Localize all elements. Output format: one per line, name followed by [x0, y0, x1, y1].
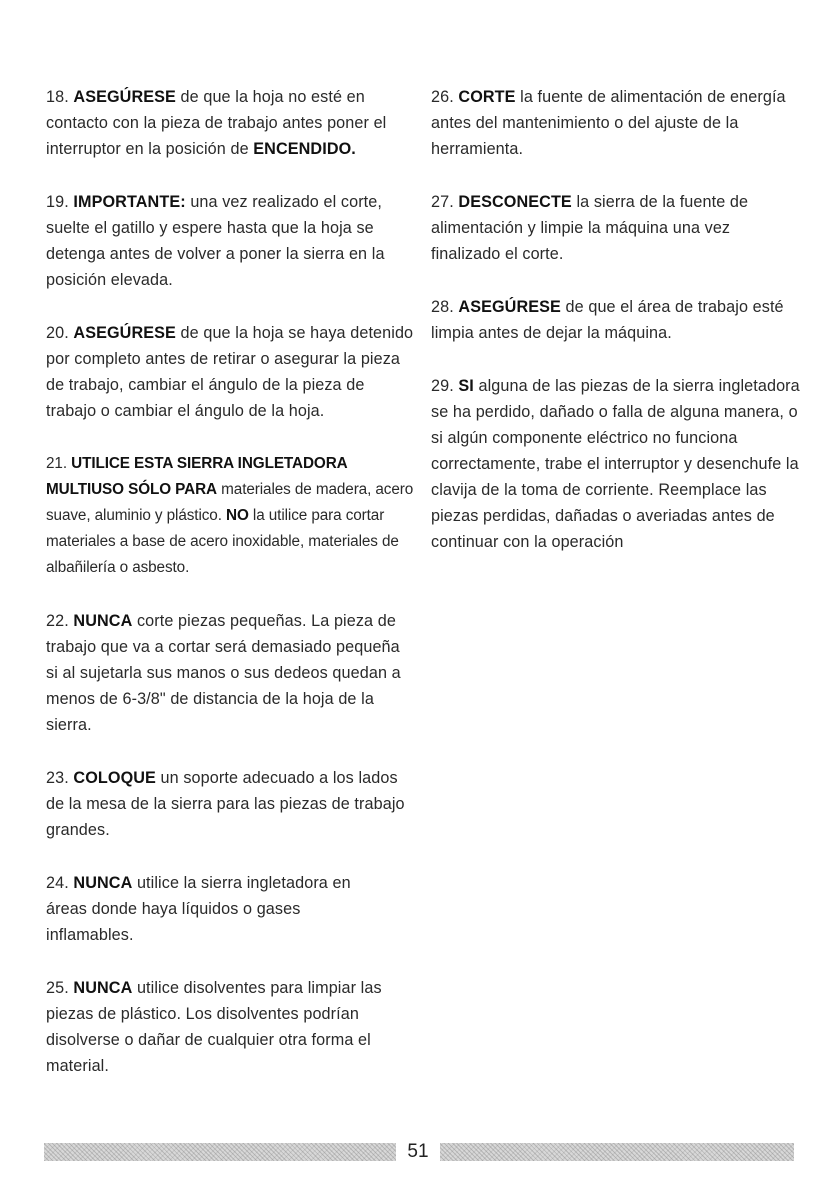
item-keyword: IMPORTANTE:: [73, 193, 186, 211]
item-number: 20.: [46, 324, 74, 342]
instruction-21: [46, 451, 414, 581]
instruction-25: [46, 975, 414, 1079]
item-keyword: CORTE: [458, 88, 516, 106]
item-keyword: ASEGÚRESE: [73, 324, 176, 342]
item-number: 22.: [46, 612, 74, 630]
item-keyword-2: NO: [226, 507, 249, 524]
instruction-26: [431, 84, 803, 162]
item-text-2: la utilice para cortar materiales a base de acero inoxidable, materiales de albañilería o asbesto.: [46, 507, 399, 576]
instruction-20: [46, 320, 414, 424]
item-number: 25.: [46, 979, 74, 997]
item-text: utilice disolventes para limpiar las piezas de plástico. Los disolventes podrían disolverse o dañar de cualquier otra forma el material.: [46, 979, 382, 1075]
item-number: 23.: [46, 769, 74, 787]
item-number: 26.: [431, 88, 459, 106]
item-keyword: COLOQUE: [73, 769, 156, 787]
item-number: 27.: [431, 193, 459, 211]
item-text: corte piezas pequeñas. La pieza de trabajo que va a cortar será demasiado pequeña si al sujetarla sus manos o sus dedeos quedan a menos de 6-3/8" de distancia de la hoja de la sierra.: [46, 612, 401, 734]
instruction-24: [46, 870, 364, 948]
item-text: utilice la sierra ingletadora en áreas donde haya líquidos o gases inflamables.: [46, 874, 351, 944]
item-text: la fuente de alimentación de energía antes del mantenimiento o del ajuste de la herramienta.: [431, 88, 786, 158]
footer-pattern-left: [44, 1143, 396, 1161]
item-text: de que la hoja no esté en contacto con la pieza de trabajo antes poner el interruptor en la posición de: [46, 88, 387, 158]
item-text: de que la hoja se haya detenido por completo antes de retirar o asegurar la pieza de trabajo, cambiar el ángulo de la pieza de trabajo o cambiar el ángulo de la hoja.: [46, 324, 414, 420]
item-number: 29.: [431, 377, 459, 395]
footer-pattern-right: [440, 1143, 794, 1161]
instruction-22: [46, 608, 414, 738]
item-keyword: UTILICE ESTA SIERRA INGLETADORA MULTIUSO SÓLO PARA: [46, 455, 348, 498]
instruction-28: [431, 294, 803, 346]
item-number: 19.: [46, 193, 74, 211]
item-keyword: DESCONECTE: [458, 193, 572, 211]
instruction-18: [46, 84, 414, 162]
item-keyword: NUNCA: [73, 612, 133, 630]
instruction-19: [46, 189, 414, 293]
instruction-27: [431, 189, 803, 267]
item-keyword: NUNCA: [73, 874, 133, 892]
item-text: de que el área de trabajo esté limpia antes de dejar la máquina.: [431, 298, 784, 342]
item-keyword-2: ENCENDIDO.: [253, 140, 356, 158]
instruction-29: [431, 373, 803, 555]
instruction-23: [46, 765, 414, 843]
page-number: 51: [407, 1141, 429, 1162]
item-keyword: SI: [458, 377, 474, 395]
item-number: 24.: [46, 874, 74, 892]
item-keyword: ASEGÚRESE: [73, 88, 176, 106]
page-footer: [44, 1140, 794, 1164]
item-text: alguna de las piezas de la sierra ingletadora se ha perdido, dañado o falla de alguna manera, o si algún componente eléctrico no funciona correctamente, trabe el interruptor y desenchufe la clavija de la toma de corriente. Reemplace las piezas perdidas, dañadas o averiadas antes de continuar con la operación: [431, 377, 800, 551]
left-column: [46, 84, 414, 1106]
item-text: materiales de madera, acero suave, aluminio y plástico.: [46, 481, 414, 524]
item-keyword: NUNCA: [73, 979, 133, 997]
item-text: un soporte adecuado a los lados de la mesa de la sierra para las piezas de trabajo grandes.: [46, 769, 405, 839]
right-column: [431, 84, 803, 582]
item-text: una vez realizado el corte, suelte el gatillo y espere hasta que la hoja se detenga antes de volver a poner la sierra en la posición elevada.: [46, 193, 385, 289]
item-keyword: ASEGÚRESE: [458, 298, 561, 316]
item-number: 28.: [431, 298, 459, 316]
item-number: 21.: [46, 455, 72, 472]
item-text: la sierra de la fuente de alimentación y limpie la máquina una vez finalizado el corte.: [431, 193, 749, 263]
item-number: 18.: [46, 88, 74, 106]
